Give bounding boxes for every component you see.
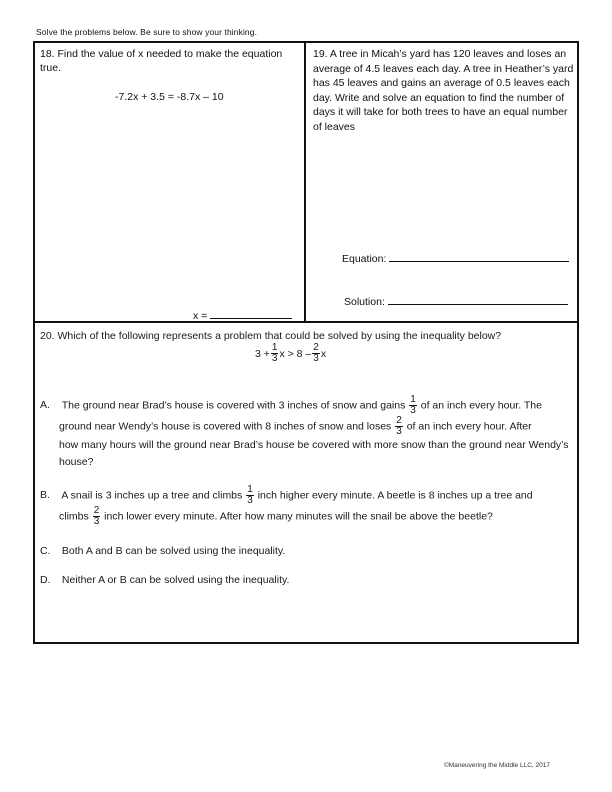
option-b-fraction-2 bbox=[93, 506, 101, 527]
fraction-denominator: 3 bbox=[93, 516, 100, 527]
problem-19-solution-blank[interactable] bbox=[388, 293, 568, 305]
problem-20-inequality bbox=[255, 343, 326, 364]
option-a-fraction-2 bbox=[395, 416, 403, 437]
inequality-variable: x bbox=[320, 347, 327, 360]
option-b-line1-end: inch higher every minute. A beetle is 8 inches up a tree and bbox=[257, 489, 533, 502]
fraction-numerator: 1 bbox=[410, 394, 416, 405]
option-a[interactable] bbox=[40, 395, 570, 471]
problem-18-answer-label: x = bbox=[193, 310, 208, 322]
problem-19-box bbox=[304, 41, 579, 323]
problem-19-equation-label: Equation: bbox=[342, 253, 387, 265]
fraction-numerator: 1 bbox=[247, 484, 253, 495]
instructions-text: Solve the problems below. Be sure to show your thinking. bbox=[36, 27, 258, 37]
option-a-line2-end: of an inch every hour. After bbox=[406, 420, 532, 433]
option-b-fraction-1 bbox=[246, 485, 254, 506]
problem-18-box bbox=[33, 41, 306, 323]
option-c-letter: C. bbox=[40, 545, 51, 557]
option-d[interactable] bbox=[40, 570, 570, 590]
inequality-fraction-1 bbox=[271, 343, 279, 364]
option-d-text: Neither A or B can be solved using the inequality. bbox=[61, 574, 290, 586]
option-b-letter: B. bbox=[40, 489, 50, 502]
option-c-text: Both A and B can be solved using the inequality. bbox=[61, 545, 286, 557]
option-b-line2-end: inch lower every minute. After how many minutes will the snail be above the beetle? bbox=[104, 510, 493, 523]
inequality-middle: x > 8 – bbox=[279, 347, 312, 360]
inequality-constant-left: 3 + bbox=[255, 347, 270, 360]
fraction-numerator: 2 bbox=[313, 342, 319, 353]
fraction-denominator: 3 bbox=[247, 495, 253, 506]
option-a-line3: how many hours will the ground near Brad’s house be covered with more snow than the ground near Wendy’s house? bbox=[59, 439, 569, 468]
problem-19-equation-row bbox=[342, 250, 569, 265]
problem-18-equation: -7.2x + 3.5 = -8.7x – 10 bbox=[115, 91, 224, 103]
problem-18-prompt: 18. Find the value of x needed to make the equation true. bbox=[40, 48, 283, 74]
option-a-fraction-1 bbox=[409, 395, 417, 416]
option-a-line2-start: ground near Wendy’s house is covered with 8 inches of snow and loses bbox=[59, 420, 392, 433]
problem-18-answer bbox=[193, 307, 292, 322]
inequality-fraction-2 bbox=[312, 343, 320, 364]
fraction-numerator: 2 bbox=[396, 415, 402, 426]
problem-18-answer-blank[interactable] bbox=[210, 307, 292, 319]
fraction-denominator: 3 bbox=[313, 353, 319, 364]
problem-20-question: 20. Which of the following represents a problem that could be solved by using the inequality below? bbox=[40, 330, 502, 342]
option-d-letter: D. bbox=[40, 574, 51, 586]
problem-19-equation-blank[interactable] bbox=[389, 250, 569, 262]
option-b-line2-start: climbs bbox=[59, 510, 89, 523]
fraction-numerator: 2 bbox=[93, 505, 100, 516]
problem-19-solution-row bbox=[344, 293, 568, 308]
fraction-denominator: 3 bbox=[271, 353, 278, 364]
problem-19-prompt: 19. A tree in Micah’s yard has 120 leaves and loses an average of 4.5 leaves each day. A tree in Heather’s yard has 45 leaves and gains an average of 0.5 leaves each day. Write and solve an equation to find the number of days it will take for both trees to have an equal number of leaves bbox=[313, 48, 574, 133]
option-c[interactable] bbox=[40, 541, 570, 561]
fraction-denominator: 3 bbox=[410, 405, 416, 416]
copyright-footer: ©Maneuvering the Middle LLC, 2017 bbox=[444, 762, 550, 769]
fraction-numerator: 1 bbox=[271, 342, 278, 353]
problem-19-solution-label: Solution: bbox=[344, 296, 385, 308]
option-b[interactable] bbox=[40, 485, 570, 527]
option-a-line1-start: The ground near Brad’s house is covered with 3 inches of snow and gains bbox=[61, 399, 406, 412]
option-b-line1-start: A snail is 3 inches up a tree and climbs bbox=[61, 489, 243, 502]
option-a-letter: A. bbox=[40, 399, 50, 412]
fraction-denominator: 3 bbox=[396, 426, 402, 437]
problem-20-box bbox=[33, 321, 579, 644]
option-a-line1-end: of an inch every hour. The bbox=[420, 399, 542, 412]
